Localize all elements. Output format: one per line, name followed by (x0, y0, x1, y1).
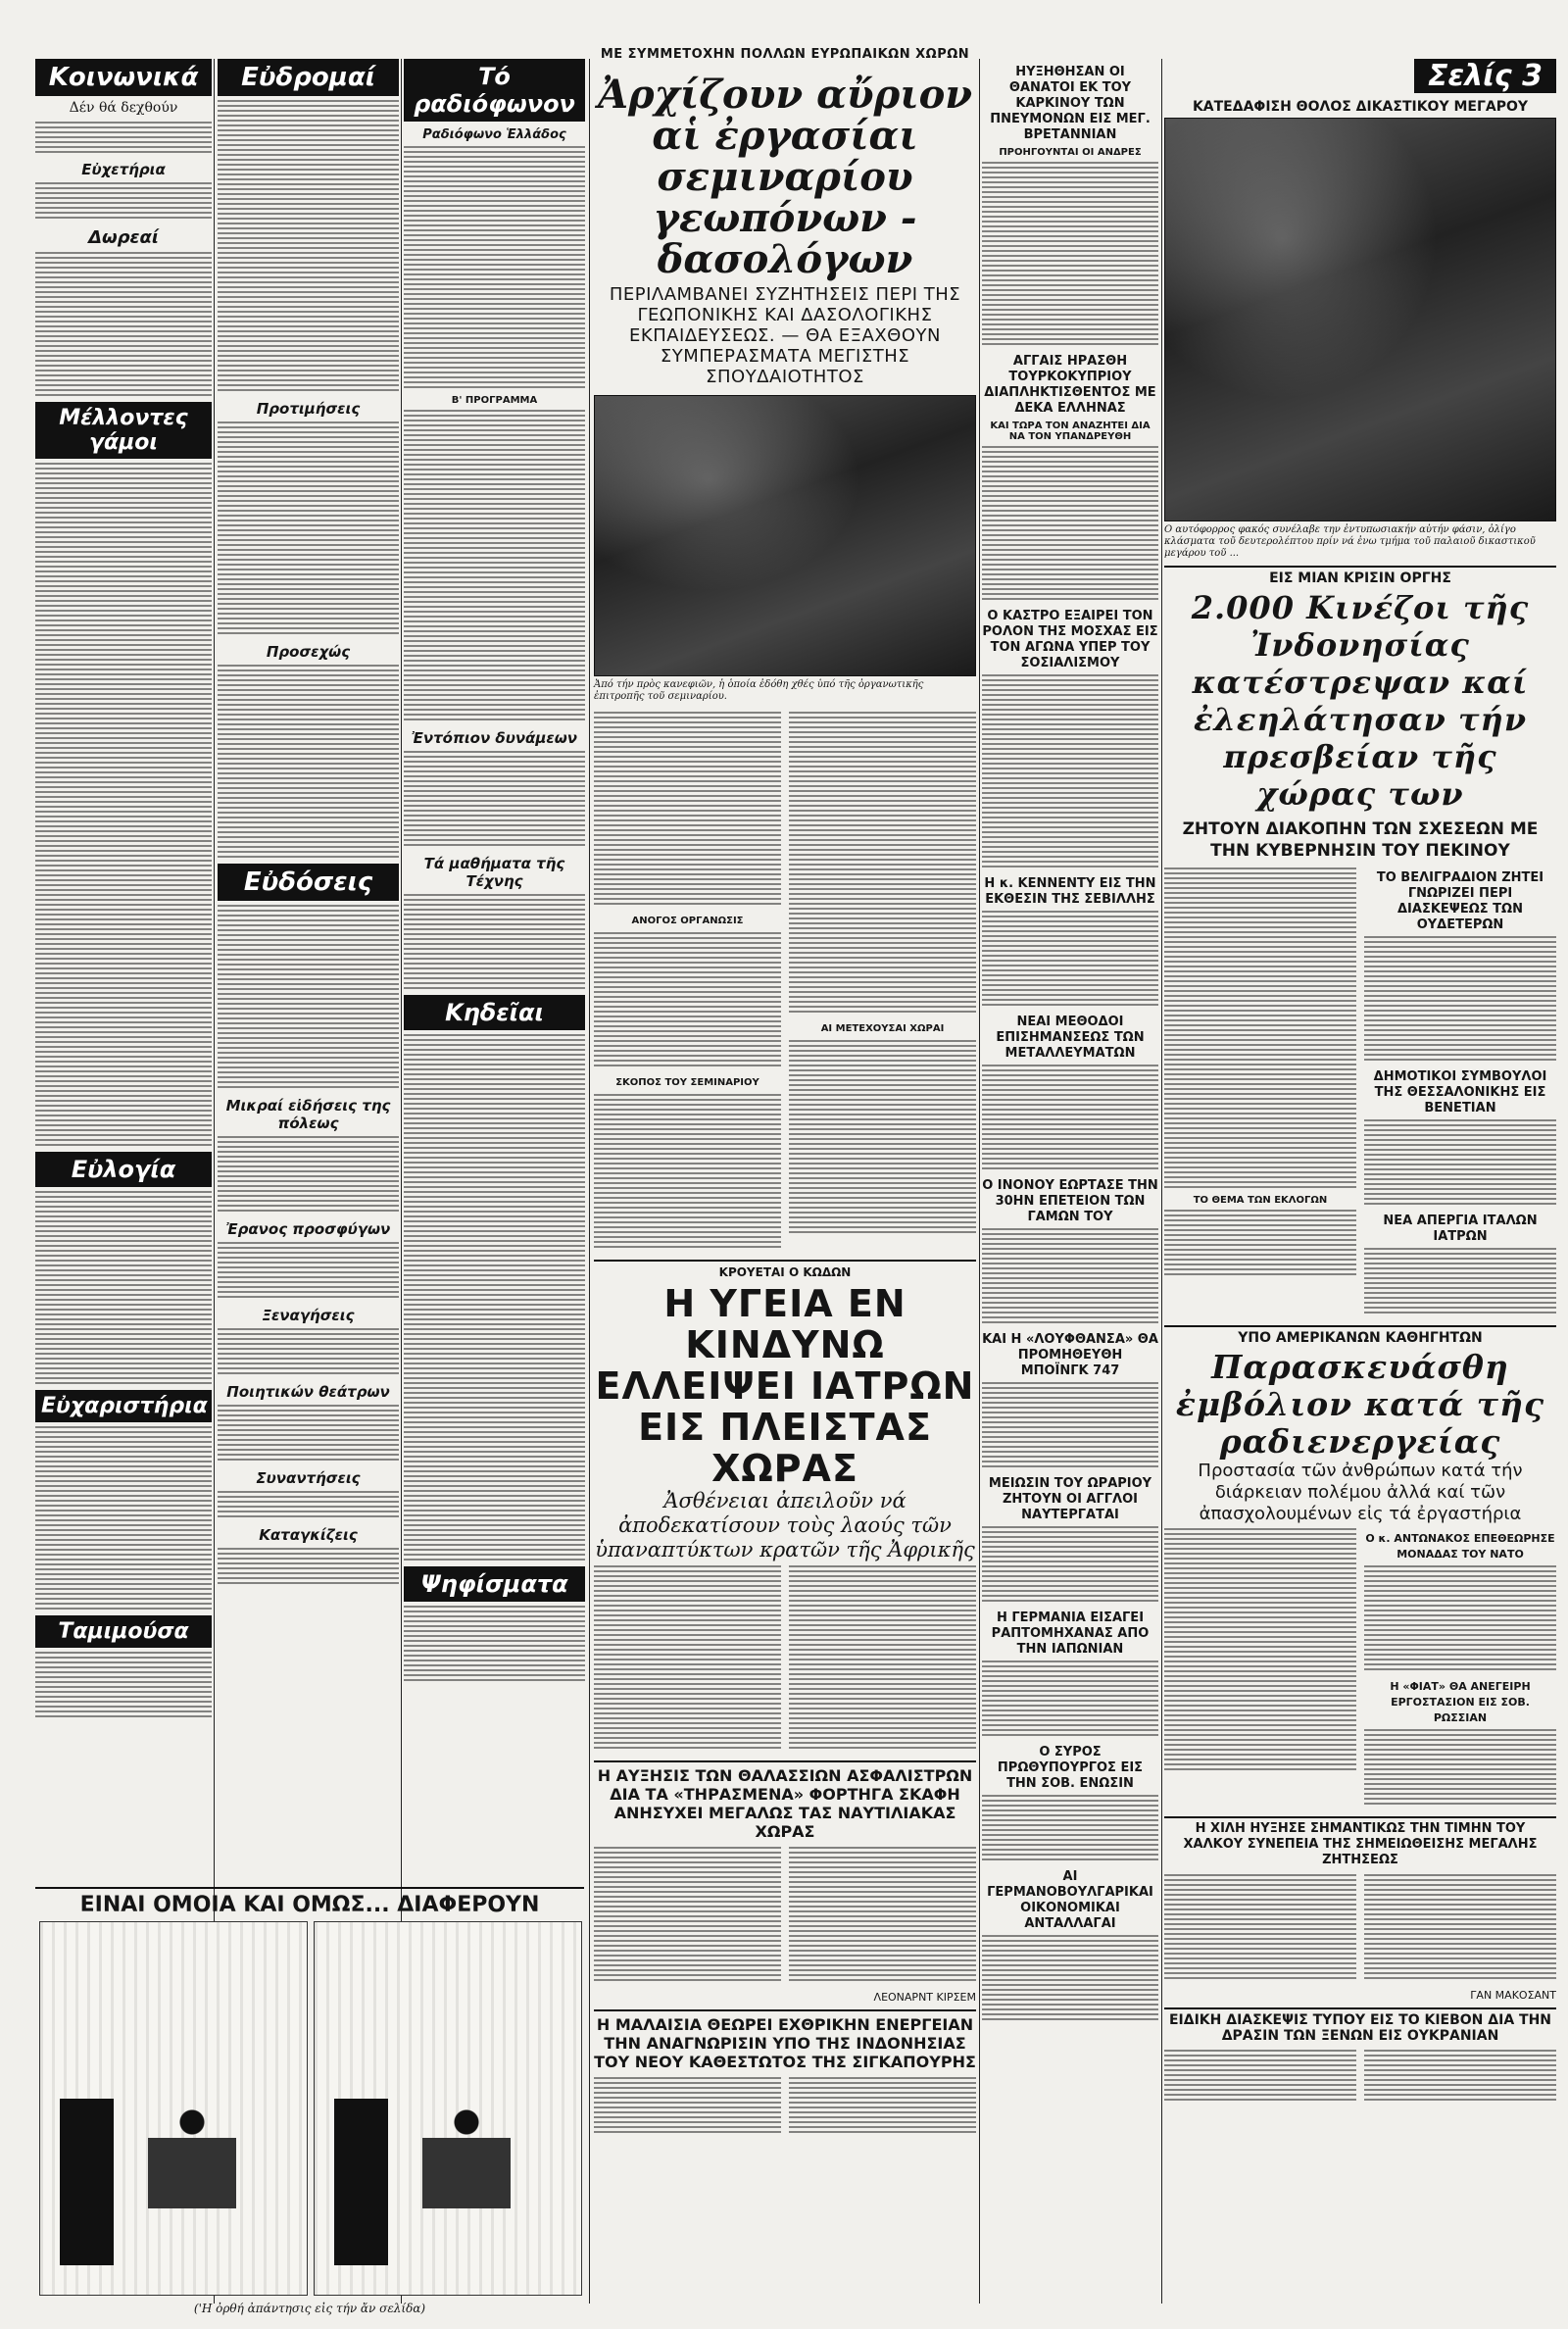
cartoon-figure (422, 2099, 511, 2255)
cartoon-panel-left (39, 1921, 308, 2296)
section-header-funerals: Κηδεῖαι (404, 995, 585, 1030)
section-title-program-b: Β' ΠΡΟΓΡΑΜΜΑ (451, 395, 538, 406)
section-subtitle: Δέν θά δεχθούν (69, 100, 178, 116)
section-title-city-news: Μικραί εἰδήσεις της πόλεως (225, 1097, 391, 1132)
article-text (789, 1847, 976, 1984)
vaccine-subheadline: Προστασία τῶν ἀνθρώπων κατά τήν διάρκειαν πολέμου ἀλλά καί τῶν ἀπασχολουμένων εἰς τά ἐργαστήρια (1198, 1461, 1523, 1524)
article-text (404, 1034, 585, 1563)
article-text (1164, 1874, 1356, 1982)
article-text (789, 1040, 976, 1236)
fiat-headline: Η «ΦΙΑΤ» ΘΑ ΑΝΕΓΕΙΡΗ ΕΡΓΟΣΤΑΣΙΟΝ ΕΙΣ ΣΟΒ. ΡΩΣΣΙΑΝ (1390, 1680, 1531, 1724)
section-title-upcoming: Προσεχώς (266, 643, 351, 661)
subhead-purpose: ΣΚΟΠΟΣ ΤΟΥ ΣΕΜΙΝΑΡΙΟΥ (615, 1077, 760, 1088)
article-text (789, 2077, 976, 2136)
wages-headline: ΜΕΙΩΣΙΝ ΤΟΥ ΩΡΑΡΙΟΥ ΖΗΤΟΥΝ ΟΙ ΑΓΓΛΟΙ ΝΑΥΤΕΡΓΑΤΑΙ (988, 1476, 1152, 1522)
section-header-tamimousa: Ταμιμούσα (35, 1615, 212, 1648)
section-title-meetings: Συναντήσεις (256, 1469, 361, 1487)
subhead-org: ΑΝΟΓΟΣ ΟΡΓΑΝΩΣΙΣ (631, 916, 744, 926)
crisis-kicker: ΕΙΣ ΜΙΑΝ ΚΡΙΣΙΝ ΟΡΓΗΣ (1164, 566, 1556, 586)
article-text (1364, 1565, 1556, 1673)
article-text (982, 1795, 1158, 1863)
chinese-headline: 2.000 Κινέζοι τῆς Ἰνδονησίας κατέστρεψαν καί ἐλεηλάτησαν τήν πρεσβείαν τῆς χώρας των (1191, 589, 1530, 813)
section-header-resolutions: Ψηφίσματα (404, 1566, 585, 1602)
article-text (404, 894, 585, 992)
vaccine-headline: Παρασκευάσθη ἐμβόλιον κατά τῆς ραδιενεργείας (1175, 1348, 1545, 1461)
article-text (982, 1065, 1158, 1172)
section-title-radio-greece: Ραδιόφωνο Ἑλλάδος (422, 127, 566, 142)
article-text (1364, 936, 1556, 1064)
article-text (1164, 1210, 1356, 1278)
shipping-byline: ΛΕΟΝΑΡΝΤ ΚΙΡΣΕΜ (873, 1991, 976, 2004)
article-text (218, 1242, 399, 1301)
cartoon-answer-note: ('Η ὀρθή ἀπάντησις εἰς τήν ἄν σελίδα) (193, 2302, 426, 2315)
column-rule (1161, 59, 1162, 2304)
article-text (35, 463, 212, 1149)
page-number-label: Σελίς 3 (1414, 59, 1556, 93)
article-text (1364, 1874, 1556, 1982)
cartoon-door (60, 2099, 114, 2265)
copper-byline: ΓΑΝ ΜΑΚΟΣΑΝΤ (1470, 1989, 1556, 2002)
main-subheadline: ΠΕΡΙΛΑΜΒΑΝΕΙ ΣΥΖΗΤΗΣΕΙΣ ΠΕΡΙ ΤΗΣ ΓΕΩΠΟΝΙΚΗΣ ΚΑΙ ΔΑΣΟΛΟΓΙΚΗΣ ΕΚΠΑΙΔΕΥΣΕΩΣ. — ΘΑ ΕΞΑΧΘΟΥΝ ΣΥΜΠΕΡΑΣΜΑΤΑ ΜΕΓΙΣΤΗΣ ΣΠΟΥΔΑΙΟΤΗΤΟΣ (609, 284, 961, 387)
article-text (35, 1191, 212, 1387)
cancer-subhead: ΠΡΟΗΓΟΥΝΤΑΙ ΟΙ ΑΝΔΡΕΣ (999, 147, 1142, 158)
cancer-headline: ΗΥΞΗΘΗΣΑΝ ΟΙ ΘΑΝΑΤΟΙ ΕΚ ΤΟΥ ΚΑΡΚΙΝΟΥ ΤΩΝ ΠΝΕΥΜΟΝΩΝ ΕΙΣ ΜΕΓ. ΒΡΕΤΑΝΝΙΑΝ (990, 65, 1151, 142)
section-title-donations: Δωρεαί (88, 227, 159, 248)
bulgaria-headline: ΑΙ ΓΕΡΜΑΝΟΒΟΥΛΓΑΡΙΚΑΙ ΟΙΚΟΝΟΜΙΚΑΙ ΑΝΤΑΛΛΑΓΑΙ (987, 1869, 1153, 1931)
turkish-subhead: ΚΑΙ ΤΩΡΑ ΤΟΝ ΑΝΑΖΗΤΕΙ ΔΙΑ ΝΑ ΤΟΝ ΥΠΑΝΔΡΕΥΘΗ (990, 421, 1151, 442)
section-title-art-lessons: Τά μαθήματα τῆς Τέχνης (423, 855, 565, 890)
article-text (982, 1382, 1158, 1470)
column-rule (589, 59, 590, 2304)
belgrade-headline: ΤΟ ΒΕΛΙΓΡΑΔΙΟΝ ΖΗΤΕΙ ΓΝΩΡΙΖΕΙ ΠΕΡΙ ΔΙΑΣΚΕΨΕΩΣ ΤΩΝ ΟΥΔΕΤΕΡΩΝ (1376, 870, 1544, 932)
demolition-headline: ΚΑΤΕΔΑΦΙΣΗ ΘΟΛΟΣ ΔΙΚΑΣΤΙΚΟΥ ΜΕΓΑΡΟΥ (1192, 99, 1529, 115)
article-text (982, 1526, 1158, 1605)
antonakos-headline: Ο κ. ΑΝΤΩΝΑΚΟΣ ΕΠΕΘΕΩΡΗΣΕ ΜΟΝΑΔΑΣ ΤΟΥ ΝΑΤΟ (1365, 1532, 1555, 1561)
demolition-photo (1164, 118, 1556, 521)
article-text (218, 1405, 399, 1463)
municipal-headline: ΔΗΜΟΤΙΚΟΙ ΣΥΜΒΟΥΛΟΙ ΤΗΣ ΘΕΣΣΑΛΟΝΙΚΗΣ ΕΙΣ ΒΕΝΕΤΙΑΝ (1373, 1069, 1547, 1115)
article-text (404, 146, 585, 391)
article-text (404, 751, 585, 849)
cartoon-title: ΕΙΝΑΙ ΟΜΟΙΑ ΚΑΙ ΟΜΩΣ... ΔΙΑΦΕΡΟΥΝ (35, 1887, 584, 1917)
castro-headline: Ο ΚΑΣΤΡΟ ΕΞΑΙΡΕΙ ΤΟΝ ΡΟΛΟΝ ΤΗΣ ΜΟΣΧΑΣ ΕΙΣ ΤΟΝ ΑΓΩΝΑ ΥΠΕΡ ΤΟΥ ΣΟΣΙΑΛΙΣΜΟΥ (982, 609, 1158, 670)
article-text (35, 252, 212, 399)
article-text (35, 182, 212, 222)
article-text (789, 712, 976, 1016)
section-header-social: Κοινωνικά (35, 59, 212, 96)
american-kicker: ΥΠΟ ΑΜΕΡΙΚΑΝΩΝ ΚΑΘΗΓΗΤΩΝ (1164, 1325, 1556, 1346)
section-header-news: Εὐδόσεις (218, 864, 399, 901)
health-subheadline: Ἀσθένειαι ἀπειλοῦν νά ἀποδεκατίσουν τοὺς λαούς τῶν ὑπαναπτύκτων κρατῶν τῆς Ἀφρικῆς (595, 1489, 975, 1561)
article-text (218, 1328, 399, 1377)
column-front-right (1164, 59, 1556, 2106)
cartoon-panel-right (314, 1921, 582, 2296)
seminar-photo (594, 395, 976, 676)
column-world (982, 59, 1158, 2026)
section-header-thanks: Εὐχαριστήρια (35, 1390, 212, 1422)
column-services (218, 59, 399, 1590)
article-text (218, 665, 399, 861)
kiev-headline: ΕΙΔΙΚΗ ΔΙΑΣΚΕΨΙΣ ΤΥΠΟΥ ΕΙΣ ΤΟ ΚΙΕΒΟΝ ΔΙΑ ΤΗΝ ΔΡΑΣΙΝ ΤΩΝ ΞΕΝΩΝ ΕΙΣ ΟΥΚΡΑΝΙΑΝ (1164, 2007, 1556, 2044)
article-text (982, 1660, 1158, 1739)
article-text (1364, 2050, 1556, 2104)
strike-headline: ΝΕΑ ΑΠΕΡΓΙΑ ΙΤΑΛΩΝ ΙΑΤΡΩΝ (1383, 1214, 1538, 1244)
article-text (982, 911, 1158, 1009)
article-text (982, 1935, 1158, 2023)
article-text (1364, 1248, 1556, 1316)
article-text (594, 1847, 781, 1984)
article-text (218, 1548, 399, 1587)
subhead-participants: ΑΙ ΜΕΤΕΧΟΥΣΑΙ ΧΩΡΑΙ (820, 1023, 945, 1034)
article-text (35, 1652, 212, 1720)
article-columns (594, 709, 976, 1254)
article-text (1164, 1528, 1356, 1773)
photo-caption: Ἀπό τήν πρὸς κανεφιῶν, ἡ ὁποία ἐδόθη χθές ὑπό τῆς ὀργανωτικῆς ἐπιτροπῆς τοῦ σεμιναρίου. (594, 679, 924, 702)
turkish-headline: ΑΓΓΑΙΣ ΗΡΑΣΘΗ ΤΟΥΡΚΟΚΥΠΡΙΟΥ ΔΙΑΠΛΗΚΤΙΣΘΕΝΤΟΣ ΜΕ ΔΕΚΑ ΕΛΛΗΝΑΣ (984, 354, 1156, 416)
article-text (982, 446, 1158, 603)
section-title-theaters: Ποιητικών θεάτρων (226, 1383, 390, 1401)
methods-headline: ΝΕΑΙ ΜΕΘΟΔΟΙ ΕΠΙΣΗΜΑΝΣΕΩΣ ΤΩΝ ΜΕΤΑΛΛΕΥΜΑΤΩΝ (996, 1015, 1145, 1061)
article-text (35, 122, 212, 155)
article-text (1364, 1119, 1556, 1208)
article-text (404, 1606, 585, 1684)
article-text (594, 1565, 781, 1752)
malaysia-headline: Η ΜΑΛΑΙΣΙΑ ΘΕΩΡΕΙ ΕΧΘΡΙΚΗΝ ΕΝΕΡΓΕΙΑΝ ΤΗΝ ΑΝΑΓΝΩΡΙΣΙΝ ΥΠΟ ΤΗΣ ΙΝΔΟΝΗΣΙΑΣ ΤΟΥ ΝΕΟΥ ΚΑΘΕΣΤΩΤΟΣ ΤΗΣ ΣΙΓΚΑΠΟΥΡΗΣ (594, 2009, 976, 2071)
article-text (594, 1094, 781, 1251)
article-text (594, 2077, 781, 2136)
section-title-refugees: Ἐρανος προσφύγων (225, 1220, 391, 1238)
section-header-weddings: Μέλλοντες γάμοι (35, 402, 212, 459)
demolition-caption: Ο αυτόφορρος φακός συνέλαβε την ἐντυπωσιακήν αὐτήν φάσιν, ὀλίγο κλάσματα τοῦ δευτερολέπτου πρίν νά ἐνω τμήμα τοῦ παλαιοῦ δικαστικοῦ μεγάρου τοῦ ... (1164, 524, 1536, 559)
article-text (35, 1426, 212, 1612)
lufthansa-headline: ΚΑΙ Η «ΛΟΥΦΘΑΝΣΑ» ΘΑ ΠΡΟΜΗΘΕΥΘΗ ΜΠΟΪΝΓΚ 747 (982, 1332, 1158, 1378)
section-title-greetings: Εὐχετήρια (81, 161, 166, 178)
section-header-services: Εὐδρομαί (218, 59, 399, 96)
section-title-local-forces: Ἐντόπιον δυνάμεων (411, 729, 578, 747)
shipping-headline: Η ΑΥΞΗΣΙΣ ΤΩΝ ΘΑΛΑΣΣΙΩΝ ΑΣΦΑΛΙΣΤΡΩΝ ΔΙΑ ΤΑ «ΤΗΡΑΣΜΕΝΑ» ΦΟΡΤΗΓΑ ΣΚΑΦΗ ΑΝΗΣΥΧΕΙ ΜΕΓΑΛΩΣ ΤΑΣ ΝΑΥΤΙΛΙΑΚΑΣ ΧΩΡΑΣ (594, 1760, 976, 1841)
article-text (218, 905, 399, 1091)
inonu-headline: Ο ΙΝΟΝΟΥ ΕΩΡΤΑΣΕ ΤΗΝ 30ΗΝ ΕΠΕΤΕΙΟΝ ΤΩΝ ΓΑΜΩΝ ΤΟΥ (982, 1178, 1158, 1224)
article-text (982, 162, 1158, 348)
article-text (982, 1228, 1158, 1326)
section-title-preferences: Προτιμήσεις (256, 400, 361, 418)
column-radio (404, 59, 585, 1687)
article-text (594, 712, 781, 908)
section-title-tours: Ξεναγήσεις (262, 1307, 355, 1324)
article-text (982, 674, 1158, 870)
section-title-misc: Καταγκίζεις (259, 1526, 358, 1544)
syria-headline: Ο ΣΥΡΟΣ ΠΡΩΘΥΠΟΥΡΓΟΣ ΕΙΣ ΤΗΝ ΣΟΒ. ΕΝΩΣΙΝ (997, 1745, 1144, 1791)
cartoon-door (334, 2099, 388, 2265)
article-text (1164, 867, 1356, 1191)
main-headline: Ἀρχίζουν αὔριον αἱ ἐργασίαι σεμιναρίου γεωπόνων - δασολόγων (597, 72, 973, 282)
article-text (218, 100, 399, 394)
kennedy-headline: Η κ. ΚΕΝΝΕΝΤΥ ΕΙΣ ΤΗΝ ΕΚΘΕΣΙΝ ΤΗΣ ΣΕΒΙΛΛΗΣ (984, 876, 1156, 907)
japan-headline: Η ΓΕΡΜΑΝΙΑ ΕΙΣΑΓΕΙ ΡΑΠΤΟΜΗΧΑΝΑΣ ΑΠΟ ΤΗΝ ΙΑΠΩΝΙΑΝ (991, 1610, 1150, 1657)
article-text (218, 1136, 399, 1214)
section-header-radio: Τό ραδιόφωνον (404, 59, 585, 122)
top-banner: ΜΕ ΣΥΜΜΕΤΟΧΗΝ ΠΟΛΛΩΝ ΕΥΡΩΠΑΙΚΩΝ ΧΩΡΩΝ (600, 47, 970, 62)
article-text (404, 410, 585, 723)
article-text (1164, 2050, 1356, 2104)
chinese-subheadline: ΖΗΤΟΥΝ ΔΙΑΚΟΠΗΝ ΤΩΝ ΣΧΕΣΕΩΝ ΜΕ ΤΗΝ ΚΥΒΕΡΝΗΣΙΝ ΤΟΥ ΠΕΚΙΝΟΥ (1182, 819, 1539, 861)
article-text (218, 1491, 399, 1520)
article-text (789, 1565, 976, 1752)
bell-kicker: ΚΡΟΥΕΤΑΙ Ο ΚΩΔΩΝ (594, 1260, 976, 1280)
article-text (218, 421, 399, 637)
article-text (594, 932, 781, 1069)
column-social (35, 59, 212, 1723)
cartoon-figure (148, 2099, 236, 2255)
article-text (1364, 1729, 1556, 1808)
election-subhead: ΤΟ ΘΕΜΑ ΤΩΝ ΕΚΛΟΓΩΝ (1193, 1195, 1328, 1206)
section-header-blessing: Εὐλογία (35, 1152, 212, 1187)
health-headline: Η ΥΓΕΙΑ ΕΝ ΚΙΝΔΥΝΩ ΕΛΛΕΙΨΕΙ ΙΑΤΡΩΝ ΕΙΣ ΠΛΕΙΣΤΑΣ ΧΩΡΑΣ (595, 1282, 975, 1490)
column-main (594, 71, 976, 2139)
column-rule (979, 59, 980, 2304)
copper-headline: Η ΧΙΛΗ ΗΥΞΗΣΕ ΣΗΜΑΝΤΙΚΩΣ ΤΗΝ ΤΙΜΗΝ ΤΟΥ ΧΑΛΚΟΥ ΣΥΝΕΠΕΙΑ ΤΗΣ ΣΗΜΕΙΩΘΕΙΣΗΣ ΜΕΓΑΛΗΣ ΖΗΤΗΣΕΩΣ (1164, 1816, 1556, 1868)
